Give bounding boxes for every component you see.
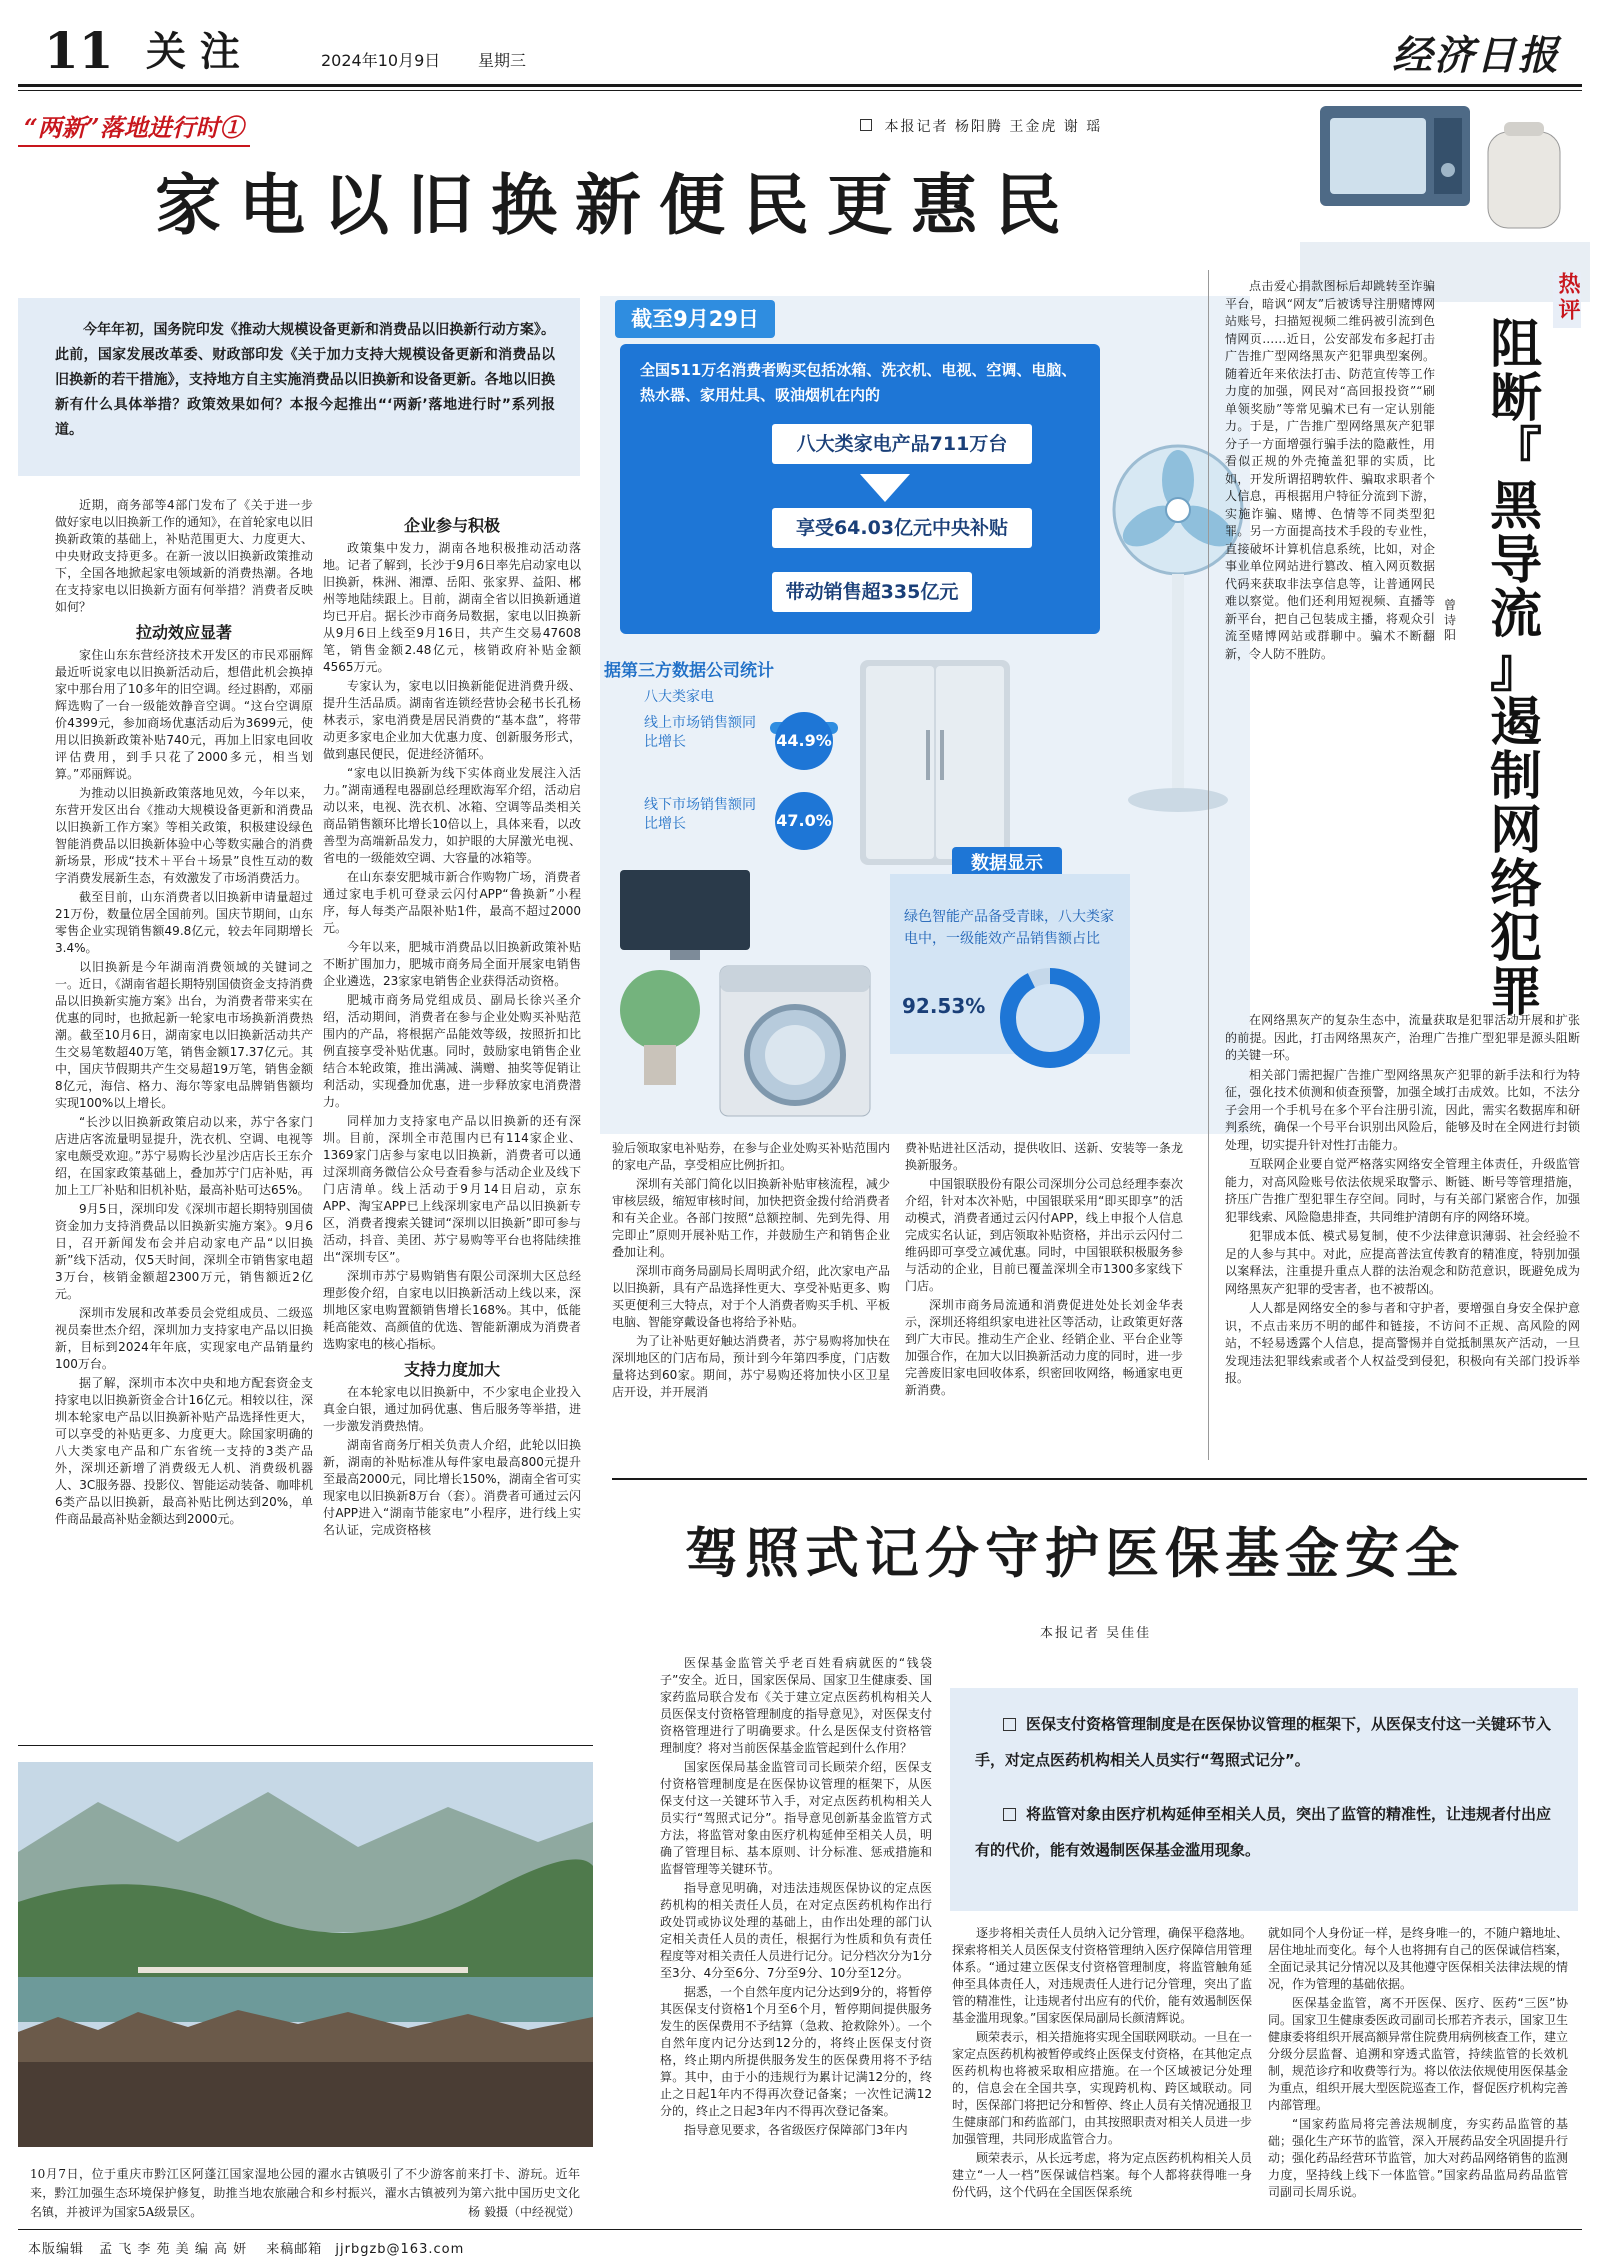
photo-river — [18, 1977, 593, 2022]
info-donut-value: 92.53% — [902, 994, 986, 1018]
col2-heading-1: 企业参与积极 — [403, 516, 500, 535]
footer — [28, 2238, 464, 2257]
footer-editor-label: 本版编辑 — [28, 2242, 85, 2257]
washer-panel — [720, 966, 870, 992]
commentary-title-char: 制 — [1489, 746, 1542, 807]
commentary-tag — [1553, 272, 1581, 328]
fridge-handle — [940, 730, 944, 780]
col2-paragraph: 湖南省商务厅相关负责人介绍，此轮以旧换新，湖南的补贴标准从每件家电最高800元提升至最高2000元，同比增长150%，湖南全省可实现家电以旧换新8万台（套）。消费者可通过云闪付APP进入“湖南节能家电”小程序，进行线上实名认证，完成资格核 — [323, 1438, 581, 1537]
second-paragraph: 指导意见要求，各省级医疗保障部门3年内 — [684, 2123, 908, 2137]
col2-paragraph: 政策集中发力，湖南各地积极推动活动落地。记者了解到，长沙于9月6日率先启动家电以旧换新，株洲、湘潭、岳阳、张家界、益阳、郴州等地陆续跟上。目前，湖南全省以旧换新通道均已开启。据长沙市商务局数据，家电以旧换新从9月6日上线至9月16日，共产生交易47608笔，销售金额2.48亿元，核销政府补贴金额4565万元。 — [323, 541, 581, 674]
col3-paragraph: 验后领取家电补贴券，在参与企业处购买补贴范围内的家电产品，享受相应比例折扣。 — [612, 1141, 890, 1172]
col2-paragraph: 肥城市商务局党组成员、副局长徐兴圣介绍，活动期间，消费者在参与企业处购买补贴范围内的产品，将根据产品能效等级，按照折扣比例直接享受补贴优惠。同时，鼓励家电销售企业结合本轮政策，推出满减、满赠、抽奖等促销让利活动，实现叠加优惠，进一步释放家电消费潜力。 — [323, 993, 581, 1109]
section-title: 关 注 — [146, 28, 240, 75]
footer-rule — [18, 2229, 1582, 2230]
info-box-sales: 带动销售超335亿元 — [772, 572, 972, 612]
commentary-author: 曾诗阳 — [1444, 598, 1457, 642]
commentary-title-char: 遏 — [1489, 692, 1542, 753]
photo-caption: 10月7日，位于重庆市黔江区阿蓬江国家湿地公园的濯水古镇吸引了不少游客前来打卡、游玩。近年来，黔江加强生态环境保护修复，助推当地农旅融合和乡村振兴，濯水古镇被列为第六批中国历史文化名镇，并被评为国家5A级景区。 — [30, 2167, 580, 2219]
second-story-rule — [612, 1478, 1587, 1480]
photo-caption-block — [30, 2165, 580, 2222]
info-online-label: 线上市场销售额同比增长 — [644, 715, 756, 750]
second-paragraph: 逐步将相关责任人员纳入记分管理，确保平稳落地。探索将相关人员医保支付资格管理纳入医疗保障信用管理体系。“通过建立医保支付资格管理制度，将监管触角延伸至具体责任人，对违规责任人进行记分管理，突出了监管的精准性，让违规者付出应有的代价，能有效遏制医保基金滥用现象。”国家医保局副局长颜清辉说。 — [952, 1926, 1253, 2025]
issue-weekday: 星期三 — [478, 51, 527, 70]
col1-intro: 近期，商务部等4部门发布了《关于进一步做好家电以旧换新工作的通知》，在首轮家电以旧换新政策的基础上，补贴范围更大、力度更大、中央财政支持更多。在新一波以旧换新政策推动下，全国各地掀起家电领域新的消费热潮。各地在支持家电以旧换新方面有何举措？消费者反映如何？ — [55, 498, 314, 614]
col2-heading-2: 支持力度加大 — [403, 1360, 500, 1379]
info-category: 八大类家电 — [644, 689, 714, 705]
col2-paragraph: “家电以旧换新为线下实体商业发展注入活力。”湖南通程电器副总经理欧海军介绍，活动启动以来，电视、洗衣机、冰箱、空调等品类相关商品销售额环比增长10倍以上，具体来看，以改善型为高端新品发力，如护眼的大屏激光电视、省电的一级能效空调、大容量的冰箱等。 — [323, 766, 581, 865]
col3-paragraph: 为了让补贴更好触达消费者，苏宁易购将加快在深圳地区的门店布局，预计到今年第四季度，门店数量将达到60家。期间，苏宁易购还将加快小区卫星店开设，并开展消 — [612, 1334, 890, 1399]
kettle-body — [1488, 132, 1560, 228]
town-photo — [18, 1762, 593, 2147]
col1-paragraph: 深圳市发展和改革委员会党组成员、二级巡视员秦世杰介绍，深圳加力支持家电产品以旧换新，目标到2024年年底，实现家电产品销量约100万台。 — [55, 1306, 313, 1371]
commentary-divider — [1208, 270, 1209, 1460]
col1-paragraph: 9月5日，深圳印发《深圳市超长期特别国债资金加力支持消费品以旧换新实施方案》。9月6日，召开新闻发布会并启动家电产品“以旧换新”线下活动，仅5天时间，深圳全市销售家电超3万台，核销金额超2300万元，销售额近2亿元。 — [55, 1202, 313, 1301]
commentary-paragraph: 犯罪成本低、模式易复制，使不少法律意识薄弱、社会经验不足的人参与其中。对此，应提高普法宣传教育的精准度，特别加强以案释法，注重提升重点人群的法治观念和防范意识，既避免成为网络黑灰产犯罪的受害者，也不被帮凶。 — [1225, 1229, 1580, 1296]
fan-pole — [1172, 574, 1184, 794]
fridge-illustration — [850, 660, 1020, 870]
page-number: 11 — [44, 21, 114, 80]
info-box-units: 八大类家电产品711万台 — [772, 424, 1032, 464]
info-summary: 全国511万名消费者购买包括冰箱、洗衣机、电视、空调、电脑、热水器、家用灶具、吸油烟机在内的 — [640, 361, 1077, 404]
info-offline-value: 47.0% — [775, 792, 833, 850]
footer-email-label: 来稿邮箱 — [266, 2242, 323, 2257]
col2-paragraph: 深圳市苏宁易购销售有限公司深圳大区总经理彭俊介绍，自家电以旧换新活动上线以来，深圳地区家电购置额销售增长168%。其中，低能耗高能效、高颜值的优选、智能新潮成为消费者选购家电的核心指标。 — [323, 1269, 581, 1351]
second-col-b — [952, 1925, 1252, 2203]
callout-1-text: 医保支付资格管理制度是在医保协议管理的框架下，从医保支付这一关键环节入手，对定点医药机构相关人员实行“驾照式记分”。 — [975, 1715, 1552, 1769]
appliance-illustration — [1290, 92, 1600, 302]
commentary-title-char: 导 — [1489, 530, 1542, 591]
commentary-paragraph: 相关部门需把握广告推广型网络黑灰产犯罪的新手法和行为特征，强化技术侦测和侦查预警，加强全域打击成效。比如，不法分子会用一个手机号在多个平台注册引流，因此，需实名数据库和研判系统，确保一个号平台识别出风险后，能够及时在全网进行封锁处理，切实提升针对性打击能力。 — [1225, 1067, 1580, 1152]
column-2 — [323, 517, 581, 1541]
callout-2 — [975, 1796, 1565, 1868]
footer-email: jjrbgzb@163.com — [335, 2242, 465, 2257]
col1-paragraph: 以旧换新是今年湖南消费领域的关键词之一。近日，《湖南省超长期特别国债资金支持消费品以旧换新实施方案》出台，为消费者带来实在优惠的同时，也掀起新一轮家电市场换新消费热潮。截至10月6日，湖南家电以旧换新活动共产生交易笔数超40万笔，销售金额17.37亿元。其中，国庆节假期共产生交易超19万笔，销售金额8亿元，海信、格力、海尔等家电品牌销售额均实现100%以上增长。 — [55, 960, 314, 1110]
col3-paragraph: 深圳有关部门简化以旧换新补贴审核流程，减少审核层级，缩短审核时间，加快把资金拨付给消费者和有关企业。各部门按照“总额控制、先到先得、用完即止”原则开展补贴工作，并鼓励生产和销售企业叠加让利。 — [612, 1177, 890, 1259]
info-deadline-badge: 截至9月29日 — [615, 300, 775, 338]
photo-bridge — [138, 1967, 468, 1973]
fridge-handle — [926, 730, 930, 780]
paper-logo: 经济日报 — [1392, 32, 1560, 79]
info-online-value: 44.9% — [775, 712, 833, 770]
issue-date: 2024年10月9日 — [321, 51, 441, 70]
commentary-title-char: 『 — [1489, 422, 1542, 483]
col1-paragraph: 家住山东东营经济技术开发区的市民邓丽辉最近听说家电以旧换新活动后，想借此机会换掉家中那台用了10多年的旧空调。经过斟酌，邓丽辉选购了一台一级能效静音空调。“这台空调原价4399元，参加商场优惠活动后为3699元，使用以旧换新政策补贴740元，再加上旧家电回收评估费用，到手只花了2000多元，相当划算。”邓丽辉说。 — [55, 648, 313, 781]
headline: 家电以旧换新便民更惠民 — [155, 166, 1079, 244]
info-data-title: 数据显示 — [952, 847, 1062, 881]
commentary-title-char: 网 — [1489, 800, 1542, 861]
second-paragraph: 医保基金监管，离不开医保、医疗、医药“三医”协同。国家卫生健康委医政司副司长邢若齐表示，国家卫生健康委将组织开展高额异常住院费用病例核查工作，建立分级分层监督、追溯和穿透式监管，持续监管的长效机制，规范诊疗和收费等行为。将以依法依规使用医保基金为重点，组织开展大型医院巡查工作，督促医疗机构完善内部管理。 — [1268, 1996, 1569, 2112]
callout-2-text: 将监管对象由医疗机构延伸至相关人员，突出了监管的精准性，让违规者付出应有的代价，能有效遏制医保基金滥用现象。 — [975, 1805, 1552, 1859]
fan-base — [1128, 788, 1228, 812]
masthead-rule — [18, 84, 1582, 87]
second-paragraph: “国家药监局将完善法规制度，夯实药品监管的基础；强化生产环节的监管，深入开展药品安全巩固提升行动；强化药品经营环节监管，加大对药品网络销售的监测力度，坚持线上线下一体监管。”国家药品监局药品监管司副司长周乐说。 — [1268, 2117, 1569, 2199]
fridge-door-left — [866, 666, 934, 859]
footer-editor-names: 孟 飞 李 苑 美 编 高 妍 — [99, 2242, 248, 2257]
byline — [860, 116, 1102, 136]
col1-paragraph: 截至目前，山东消费者以旧换新申请量超过21万份，数量位居全国前列。国庆节期间，山东零售企业实现销售额49.8亿元，较去年同期增长3.4%。 — [55, 890, 313, 955]
commentary-paragraph: 互联网企业要自觉严格落实网络安全管理主体责任，升级监管能力，对高风险账号依法依规采取警示、断链、断号等管理措施，挤压广告推广型犯罪生存空间。同时，与有关部门紧密合作，加强犯罪线索、风险隐患排查，共同维护清朗有序的网络环境。 — [1225, 1157, 1580, 1224]
commentary-paragraph: 人人都是网络安全的参与者和守护者，要增强自身安全保护意识，不点击来历不明的邮件和链接，不访问不正规、高风险的网站，不轻易透露个人信息，提高警惕并自觉抵制黑灰产活动，一旦发现违法犯罪线索或者个人权益受到侵犯，积极向有关部门投诉举报。 — [1225, 1301, 1580, 1385]
photo-rule — [18, 1745, 593, 1746]
second-paragraph: 据悉，一个自然年度内记分达到9分的，将暂停其医保支付资格1个月至6个月，暂停期间提供服务发生的医保费用不予结算（急救、抢救除外）。一个自然年度内记分达到12分的，将终止医保支付资格，终止期内所提供服务发生的医保费用将不予结算。其中，由于小的违规行为累计记满12分的，终止之日起1年内不得再次登记备案；一次性记满12分的，终止之日起3年内不得再次登记备案。 — [660, 1985, 932, 2118]
plant-leaves — [620, 970, 700, 1050]
commentary-title-char: 断 — [1489, 368, 1542, 429]
commentary-title-char: 络 — [1489, 854, 1542, 915]
col2-paragraph: 同样加力支持家电产品以旧换新的还有深圳。目前，深圳全市范围内已有114家企业、1369家门店参与家电以旧换新，消费者可以通过深圳商务微信公众号查看参与活动企业及线下门店清单。线上活动于9月14日启动，京东APP、淘宝APP已上线深圳家电产品以旧换新专区，消费者搜索关键词“深圳以旧换新”即可参与活动，抖音、美团、苏宁易购等平台也将陆续推出“深圳专区”。 — [323, 1114, 581, 1264]
col1-paragraph: 为推动以旧换新政策落地见效，今年以来，东营开发区出台《推动大规模设备更新和消费品以旧换新工作方案》等相关政策，积极建设绿色智能消费品以旧换新体验中心等数实融合的消费新场景，形成“技术＋平台＋场景”良性互动的数字消费发展新生态，有效激发了市场消费活力。 — [55, 786, 313, 885]
second-paragraph: 国家医保局基金监管司司长顾荣介绍，医保支付资格管理制度是在医保协议管理的框架下，从医保支付这一关键环节入手，对定点医药机构相关人员实行“驾照式记分”。指导意见创新基金监管方式方法，将监管对象由医疗机构延伸至相关人员，明确了管理目标、基本原则、计分标准、惩戒措施和监督管理等关键环节。 — [660, 1760, 932, 1876]
commentary-title-char: 犯 — [1489, 908, 1542, 969]
second-paragraph: 顾荣表示，相关措施将实现全国联网联动。一旦在一家定点医药机构被暂停或终止医保支付资格，在其他定点医药机构也将被采取相应措施。在一个区域被记分处理的，信息会在全国共享，实现跨机构、跨区域联动。同时，医保部门将把记分和暂停、终止人员有关情况通报卫生健康部门和药监部门，由其按照职责对相关人员进一步加强管理，共同形成监管合力。 — [952, 2030, 1253, 2146]
microwave-knob — [1441, 163, 1455, 177]
commentary-paragraph: 在网络黑灰产的复杂生态中，流量获取是犯罪活动开展和扩张的前提。因此，打击网络黑灰产，治理广告推广型犯罪是源头阻断的关键一环。 — [1225, 1013, 1580, 1062]
info-offline-label: 线下市场销售额同比增长 — [644, 797, 756, 832]
masthead — [36, 22, 1564, 82]
col3-paragraph: 深圳市商务局副局长周明武介绍，此次家电产品以旧换新，具有产品选择性更大、享受补贴更多、购买更便利三大特点，对于个人消费者购买手机、平板电脑、智能穿戴设备也将给予补贴。 — [612, 1264, 890, 1329]
second-paragraph: 指导意见明确，对违法违规医保协议的定点医药机构的相关责任人员，在对定点医药机构作出行政处罚或协议处理的基础上，由作出处理的部门认定相关责任人员的责任，根据行为性质和负有责任程度等对相关责任人员进行记分。记分档次分为1分至3分、4分至6分、7分至9分、10分至12分。 — [660, 1881, 932, 1980]
washing-machine-illustration — [610, 870, 900, 1120]
col4-paragraph: 费补贴进社区活动，提供收旧、送新、安装等一条龙换新服务。 — [905, 1141, 1183, 1172]
photo-credit: 杨 毅摄（中经视觉） — [468, 2205, 580, 2219]
col1-paragraph: 据了解，深圳市本次中央和地方配套资金支持家电以旧换新资金合计16亿元。相较以往，深圳本轮家电产品以旧换新补贴产品选择性更大，可以享受的补贴更多、力度更大。除国家明确的八大类家电产品和广东省统一支持的3类产品外，深圳还新增了消费级无人机、消费级机器人、3C服务器、投影仪、智能运动装备、咖啡机6类产品以旧换新，最高补贴比例达到20%，单件商品最高补贴金额达到2000元。 — [55, 1376, 313, 1526]
tv-screen — [620, 870, 750, 950]
lead-text: 今年年初，国务院印发《推动大规模设备更新和消费品以旧换新行动方案》。此前，国家发展改革委、财政部印发《关于加力支持大规模设备更新和消费品以旧换新的若干措施》，支持地方自主实施消费品以旧换新和设备更新。各地以旧换新有什么具体举措？政策效果如何？本报今起推出“‘两新’落地进行时”系列报道。 — [55, 322, 555, 438]
col4-paragraph: 中国银联股份有限公司深圳分公司总经理李泰次介绍，针对本次补贴，中国银联采用“即买即享”的活动模式，消费者通过云闪付APP，线上申报个人信息完成实名认证，到店领取补贴资格，并出示云闪付二维码即可享受立减优惠。同时，中国银联积极服务参与活动的企业，目前已覆盖深圳全市1300多家线下门店。 — [905, 1177, 1183, 1293]
commentary-title-char: 黑 — [1489, 476, 1542, 537]
info-data-text: 绿色智能产品备受青睐，八大类家电中，一级能效产品销售额占比 — [904, 909, 1114, 947]
donut-arc — [1008, 976, 1092, 1060]
col2-paragraph: 在本轮家电以旧换新中，不少家电企业投入真金白银，通过加码优惠、售后服务等举措，进一步激发消费热情。 — [323, 1385, 581, 1433]
callout-box-icon — [1003, 1718, 1016, 1731]
plant-pot — [644, 1045, 676, 1085]
col1-heading: 拉动效应显著 — [135, 623, 232, 642]
byline-text: 本报记者 杨阳腾 王金虎 谢 瑶 — [884, 119, 1103, 135]
masthead-rule-thin — [18, 90, 1582, 91]
second-paragraph: 医保基金监管关乎老百姓看病就医的“钱袋子”安全。近日，国家医保局、国家卫生健康委、国家药监局联合发布《关于建立定点医药机构相关人员医保支付资格管理制度的指导意见》，对医保支付资格管理进行了明确要求。什么是医保支付资格管理制度？将对当前医保基金监管起到什么作用？ — [660, 1656, 932, 1755]
info-box-subsidy: 享受64.03亿元中央补贴 — [772, 508, 1032, 548]
microwave-window — [1330, 118, 1426, 194]
microwave-panel — [1434, 118, 1462, 194]
callout-box-icon — [1003, 1808, 1016, 1821]
commentary-title-char: 流 — [1489, 584, 1542, 645]
column-4 — [905, 1140, 1183, 1401]
commentary-title-char: 罪 — [1489, 962, 1542, 1023]
column-3 — [612, 1140, 890, 1403]
col2-paragraph: 在山东泰安肥城市新合作购物广场，消费者通过家电手机可登录云闪付APP“鲁换新”小程序，每人每类产品限补贴1件，最高不超过2000元。 — [323, 870, 581, 935]
commentary-tag-text: 热评 — [1555, 272, 1581, 324]
second-col-c — [1268, 1925, 1568, 2203]
kettle-lid — [1504, 122, 1544, 136]
commentary-title — [1484, 314, 1548, 1023]
series-tag — [18, 108, 250, 147]
donut-chart — [990, 958, 1110, 1078]
commentary-title-char: 』 — [1489, 638, 1542, 699]
col1-paragraph: “长沙以旧换新政策启动以来，苏宁各家门店进店客流量明显提升，洗衣机、空调、电视等家电颇受欢迎。”苏宁易购长沙星沙店店长王东介绍，在国家政策基础上，叠加苏宁门店补贴，再加上工厂补贴和旧机补贴，最高补贴可达65%。 — [55, 1115, 313, 1197]
fan-hub — [1166, 498, 1190, 522]
callout-1 — [975, 1706, 1565, 1778]
col2-paragraph: 今年以来，肥城市消费品以旧换新政策补贴不断扩围加力，肥城市商务局全面开展家电销售企业遴选，23家家电销售企业获得活动资格。 — [323, 940, 581, 988]
commentary-title-char: 阻 — [1489, 314, 1542, 375]
tv-stand — [670, 950, 700, 960]
commentary-upper-text: 点击爱心捐款图标后却跳转至诈骗平台，暗讽“网友”后被诱导注册赌博网站账号，扫描短视频二维码被引流到色情网页……近日，公安部发布多起打击广告推广型网络黑灰产犯罪典型案例。随着近年来依法打击、防范宣传等工作力度的加强，网民对“高回报投资”“刷单领奖励”等常见骗术已有一定认别能力。于是，广告推广型网络黑灰产犯罪分子一方面增强行骗手法的隐蔽性，用看似正规的外壳掩盖犯罪的实质，比如，开发所谓招聘软件、骗取求职者个人信息，再根据用户特征分流到下游，实施诈骗、赌博、色情等不同类型犯罪。另一方面提高技术手段的专业性，直接破坏计算机信息系统，比如，对企事业单位网站进行篡改、植入网页数据代码来获取非法享信息等，让普通网民难以察觉。他们还利用短视频、直播等新平台，把自己包装成主播，将观众引流至赌博网站或群聊中。骗术不断翻新，令人防不胜防。 — [1225, 279, 1435, 661]
second-paragraph: 就如同个人身份证一样，是终身唯一的，不随户籍地址、居住地址而变化。每个人也将拥有自己的医保诚信档案，全面记录其记分情况以及其他遵守医保相关法律法规的情况，作为管理的基础依据。 — [1268, 1926, 1569, 1991]
col4-paragraph: 深圳市商务局流通和消费促进处处长刘金华表示，深圳还将组织家电进社区等活动，让政策更好落到广大市民。推动生产企业、经销企业、平台企业等加强合作，在加大以旧换新活动力度的同时，进一步完善废旧家电回收体系，织密回收网络，畅通家电更新消费。 — [905, 1298, 1183, 1397]
second-paragraph: 顾荣表示，从长远考虑，将为定点医药机构相关人员建立“一人一档”医保诚信档案。每个人都将获得唯一身份代码，这个代码在全国医保系统 — [952, 2151, 1253, 2199]
column-1 — [55, 497, 313, 1530]
byline-box-icon — [860, 119, 872, 131]
second-col-a — [660, 1655, 932, 2141]
second-byline: 本报记者 吴佳佳 — [1040, 1626, 1152, 1641]
commentary-lower — [1225, 1012, 1580, 1390]
col2-paragraph: 专家认为，家电以旧换新能促进消费升级、提升生活品质。湖南省连锁经营协会秘书长孔杨林表示，家电消费是居民消费的“基本盘”，将带动更多家电企业加大优惠力度、创新服务形式，做到惠民便民，促进经济循环。 — [323, 679, 581, 761]
photo-rooftops — [18, 2062, 593, 2147]
second-headline: 驾照式记分守护医保基金安全 — [685, 1521, 1465, 1585]
series-tag-text: “两新”落地进行时① — [24, 113, 244, 142]
washer-drum — [765, 1025, 825, 1085]
fridge-door-right — [936, 666, 1004, 859]
info-third-party: 据第三方数据公司统计 — [604, 661, 774, 681]
arrow-down-icon — [860, 474, 910, 502]
